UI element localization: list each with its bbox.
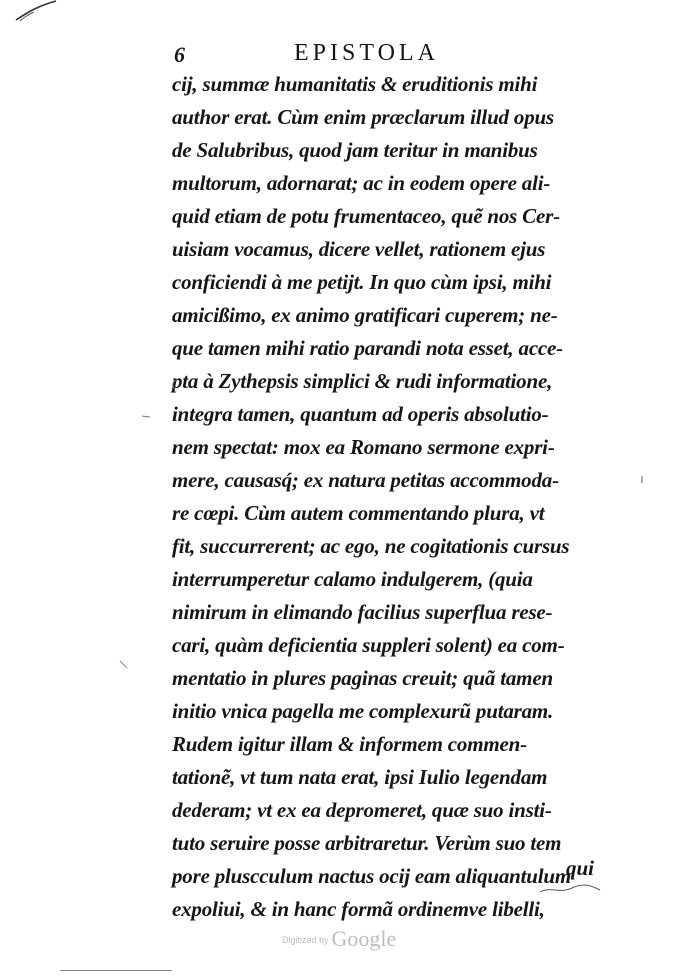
- margin-mark: [636, 474, 648, 486]
- watermark-prefix: Digitized by: [282, 935, 329, 945]
- margin-mark: [168, 378, 180, 390]
- text-line: initio vnica pagella me complexurũ putaram.: [172, 699, 554, 723]
- margin-mark: [140, 410, 152, 422]
- text-line: tuto seruire posse arbitraretur. Verùm suo tem: [172, 831, 562, 855]
- footer-rule: [60, 970, 172, 971]
- text-line: fit, succurrerent; ac ego, ne cogitationis cursus: [172, 534, 570, 558]
- text-line: nimirum in elimando facilius superflua rese-: [172, 600, 553, 624]
- text-line: Rudem igitur illam & informem commen-: [172, 732, 527, 756]
- text-line: conficiendi à me petijt. In quo cùm ipsi, mihi: [172, 270, 552, 294]
- text-line: expoliui, & in hanc formã ordinemve libelli,: [172, 897, 545, 921]
- text-line: tationẽ, vt tum nata erat, ipsi Iulio legendam: [172, 765, 548, 789]
- running-head: EPISTOLA: [294, 40, 439, 66]
- catchword: qui: [566, 856, 595, 880]
- margin-mark: [118, 658, 130, 670]
- catchword-flourish: [538, 882, 602, 896]
- page-number: 6: [174, 42, 185, 67]
- text-line: author erat. Cùm enim præclarum illud opus: [172, 105, 554, 129]
- text-line: mere, causasq́; ex natura petitas accommoda-: [172, 468, 559, 492]
- text-line: mentatio in plures paginas creuit; quã tamen: [172, 666, 553, 690]
- text-line: interrumperetur calamo indulgerem, (quia: [172, 567, 533, 591]
- text-line: nem spectat: mox ea Romano sermone expri-: [172, 435, 555, 459]
- page-header: [170, 38, 610, 70]
- text-line: multorum, adornarat; ac in eodem opere ali-: [172, 171, 551, 195]
- text-line: re cœpi. Cùm autem commentando plura, vt: [172, 501, 545, 525]
- digitized-watermark: [282, 926, 396, 952]
- text-line: pta à Zythepsis simplici & rudi informatione,: [172, 369, 553, 393]
- text-line: amicißimo, ex animo gratificari cuperem; ne-: [172, 303, 558, 327]
- text-line: pore pluscculum nactus ocij eam aliquantulum: [172, 864, 572, 888]
- text-line: dederam; vt ex ea depromeret, quæ suo insti-: [172, 798, 552, 822]
- text-line: uisiam vocamus, dicere vellet, rationem ejus: [172, 237, 546, 261]
- text-line: cari, quàm deficientia suppleri solent) ea com-: [172, 633, 565, 657]
- text-line: cij, summæ humanitatis & eruditionis mihi: [172, 72, 538, 96]
- text-line: que tamen mihi ratio parandi nota esset, acce-: [172, 336, 563, 360]
- text-line: de Salubribus, quod jam teritur in manibus: [172, 138, 538, 162]
- text-line: quid etiam de potu frumentaceo, quẽ nos Cer-: [172, 204, 560, 228]
- body-text: [172, 68, 612, 926]
- corner-pen-mark: [14, 0, 58, 22]
- watermark-brand: Google: [331, 926, 397, 951]
- text-line: integra tamen, quantum ad operis absolutio-: [172, 402, 549, 426]
